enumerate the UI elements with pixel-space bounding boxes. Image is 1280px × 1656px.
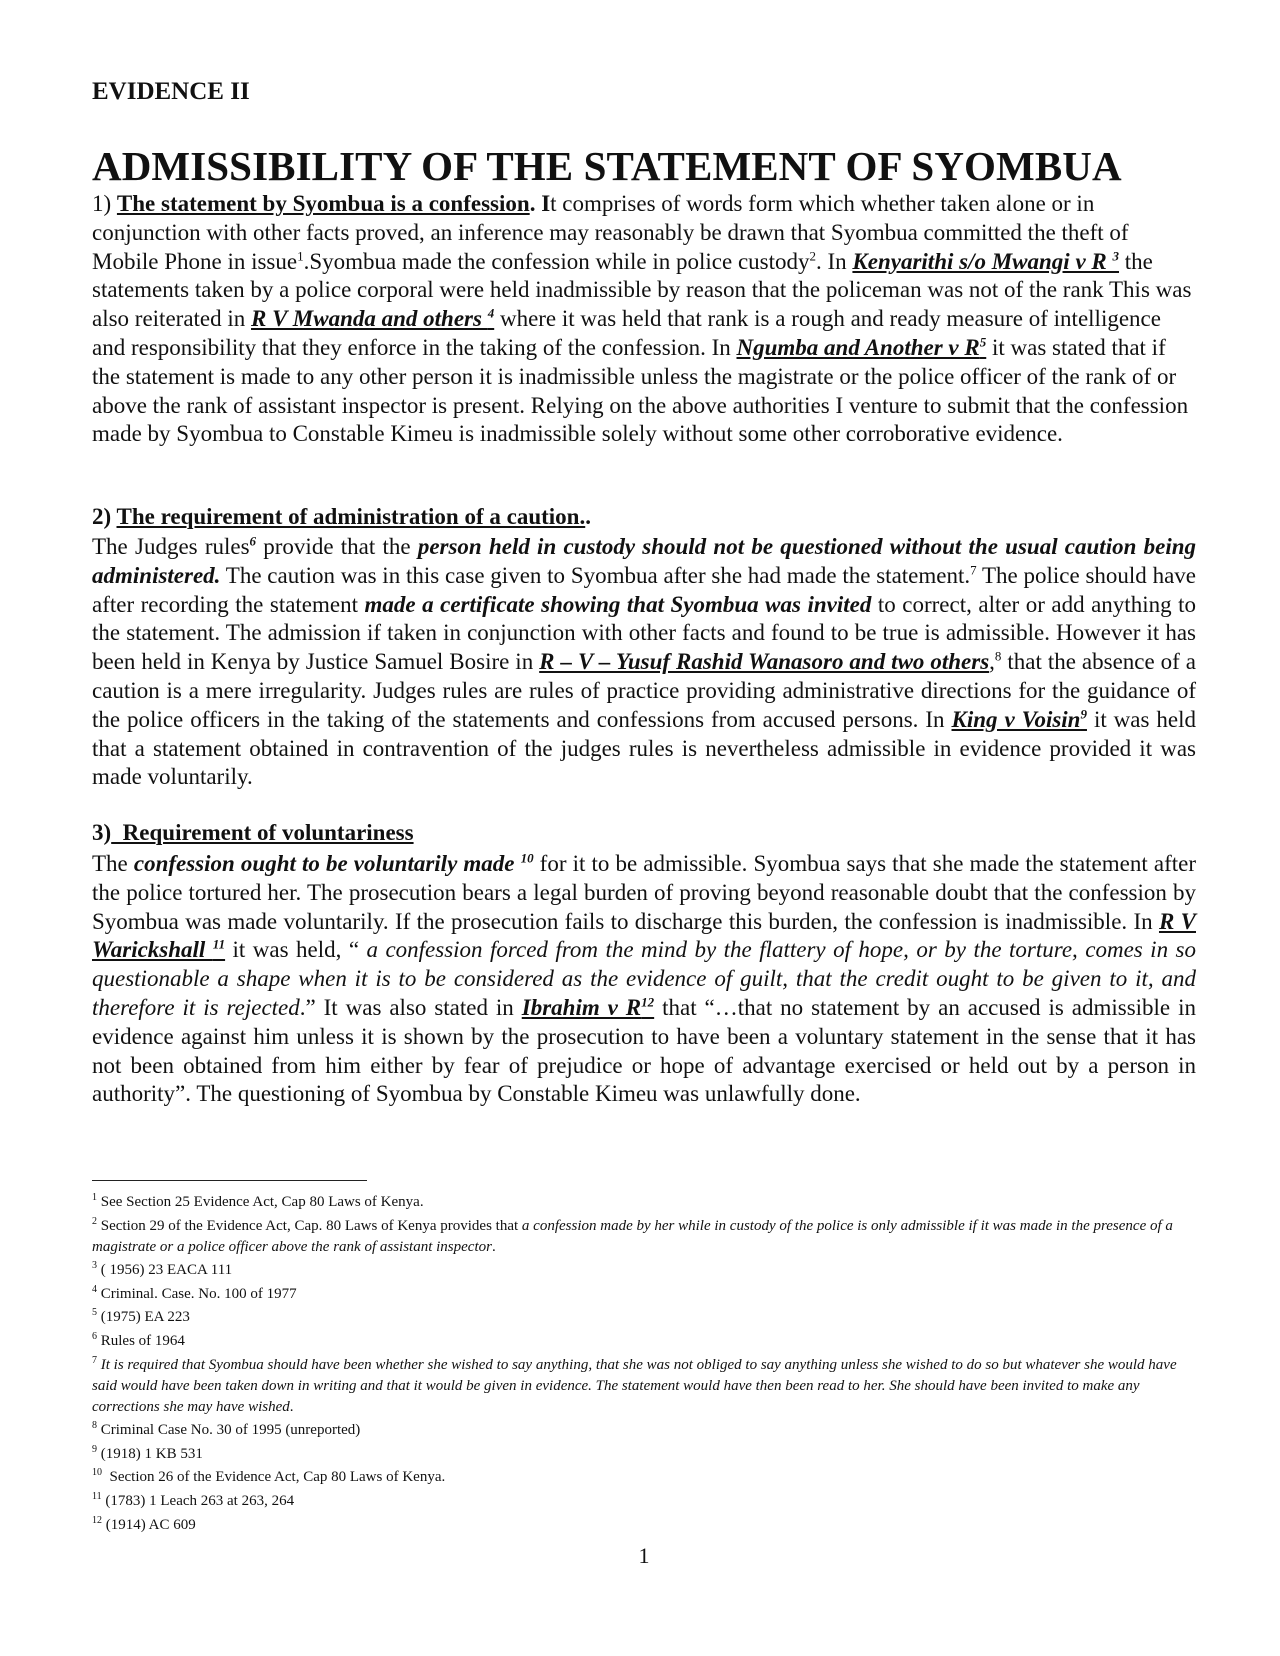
footnote-6 bbox=[92, 1331, 1196, 1352]
footnote-number: 7 bbox=[92, 1354, 97, 1366]
footnote-text: Rules of 1964 bbox=[97, 1332, 185, 1349]
case-name: Ngumba and Another v R bbox=[736, 334, 980, 360]
text-run: t comprises of words form which whether taken alone or in conjunction with other facts proved, an inference may reasonably be drawn that Syombua committed the theft of Mobile Phone in issue bbox=[92, 191, 1129, 274]
text-run: for it to be admissible. Syombua says that she made the statement after the police tortured her. The prosecution bears a legal burden of proving beyond reasonable doubt that the confession by Syombua was made voluntarily. If the prosecution fails to discharge this burden, the confession is inadmissible. In bbox=[92, 851, 1196, 934]
footnote-ref[interactable]: 11 bbox=[212, 936, 226, 952]
case-name: R V Warickshall bbox=[92, 908, 1196, 963]
footnote-number: 9 bbox=[92, 1443, 97, 1455]
text-run: The caution was in this case given to Syombua after she had made the statement. bbox=[220, 562, 971, 588]
footnote-separator bbox=[92, 1180, 367, 1181]
footnote-ref[interactable]: 8 bbox=[994, 648, 1002, 664]
case-name: Kenyarithi s/o Mwangi v R bbox=[852, 248, 1113, 274]
section-2-paragraph bbox=[92, 533, 1196, 792]
case-citation bbox=[251, 306, 494, 331]
footnote-number: 12 bbox=[92, 1514, 102, 1526]
footnote-2 bbox=[92, 1216, 1196, 1258]
footnote-text: . bbox=[491, 1238, 496, 1255]
footnote-text: Criminal. Case. No. 100 of 1977 bbox=[97, 1285, 297, 1302]
footnote-emphasis: a confession made by her while in custody of the police is only admissible if it was made in the presence of a magistrate or a police officer above the rank of assistant inspector bbox=[92, 1217, 1173, 1255]
text-run: that the absence of a caution is a mere irregularity. Judges rules are rules of practice providing administrative directions for the guidance of the police officers in the taking of the statements and confessions from accused persons. In bbox=[92, 649, 1196, 732]
footnote-5 bbox=[92, 1307, 1196, 1328]
case-citation bbox=[852, 249, 1119, 274]
emphasis: made a certificate showing that Syombua was invited bbox=[364, 591, 872, 617]
case-name: Ibrahim v R bbox=[521, 994, 642, 1020]
footnote-number: 8 bbox=[92, 1420, 97, 1432]
text-run: .” It was also stated in bbox=[299, 994, 522, 1020]
case-name: King v Voisin bbox=[951, 706, 1081, 732]
text-run: The bbox=[92, 851, 134, 876]
case-citation: R – V – Yusuf Rashid Wanasoro and two others bbox=[539, 649, 990, 675]
section-1-paragraph bbox=[92, 190, 1196, 449]
footnote-text: (1975) EA 223 bbox=[97, 1309, 190, 1326]
case-name: R V Mwanda and others bbox=[251, 306, 488, 332]
footnote-ref[interactable]: 5 bbox=[979, 334, 987, 350]
footnote-8 bbox=[92, 1420, 1196, 1441]
footnote-text: ( 1956) 23 EACA 111 bbox=[97, 1262, 233, 1279]
section-2-number: 2) bbox=[92, 504, 117, 529]
case-citation bbox=[522, 995, 654, 1020]
footnote-text: Section 26 of the Evidence Act, Cap 80 Laws of Kenya. bbox=[102, 1469, 446, 1486]
footnote-text: (1914) AC 609 bbox=[102, 1516, 196, 1533]
footnote-ref[interactable]: 3 bbox=[1112, 247, 1119, 263]
page-number: 1 bbox=[638, 1543, 650, 1568]
text-run: to correct, alter or add anything to the statement. The admission if taken in conjunction with other facts and found to be true is admissible. However it has been held in Kenya by Justice Samuel Bosire in bbox=[92, 591, 1196, 675]
footnote-1 bbox=[92, 1192, 1196, 1213]
footnote-10 bbox=[92, 1467, 1196, 1488]
footnote-3 bbox=[92, 1260, 1196, 1281]
text-run: .Syombua made the confession while in police custody bbox=[303, 248, 810, 274]
text-run: the statements taken by a police corporal were held inadmissible by reason that the policeman was not of the rank This was also reiterated in bbox=[92, 248, 1192, 332]
footnote-ref[interactable]: 12 bbox=[641, 994, 655, 1010]
text-run: The police should have after recording the statement bbox=[92, 562, 1196, 617]
footnote-text: (1918) 1 KB 531 bbox=[97, 1445, 203, 1462]
footnote-ref[interactable]: 2 bbox=[809, 247, 816, 263]
section-2-heading-line bbox=[92, 504, 591, 530]
footnote-9 bbox=[92, 1444, 1196, 1465]
course-title: EVIDENCE II bbox=[92, 78, 250, 105]
footnote-ref[interactable]: 1 bbox=[297, 247, 304, 263]
footnote-number: 3 bbox=[92, 1260, 97, 1272]
section-3-heading-line bbox=[92, 820, 414, 846]
footnote-ref[interactable]: 10 bbox=[520, 850, 534, 866]
section-1-number: 1) bbox=[92, 191, 117, 216]
footnote-number: 5 bbox=[92, 1307, 97, 1319]
section-1-heading: The statement by Syombua is a confession bbox=[116, 191, 530, 216]
footnote-number: 1 bbox=[92, 1192, 97, 1203]
footnote-number: 10 bbox=[92, 1467, 102, 1479]
footnote-number: 4 bbox=[92, 1283, 97, 1295]
footnote-ref[interactable]: 9 bbox=[1080, 706, 1087, 722]
section-3-paragraph bbox=[92, 850, 1196, 1109]
footnote-ref[interactable]: 4 bbox=[487, 305, 495, 321]
text-run: that “…that no statement by an accused is admissible in evidence against him unless it is shown by the prosecution to have been a voluntary statement in the sense that it has not been obtained from him either by fear of prejudice or hope of advantage exercised or held out by a person in authority”. The questioning of Syombua by Constable Kimeu was unlawfully done. bbox=[92, 994, 1196, 1107]
footnote-text: Section 29 of the Evidence Act, Cap. 80 Laws of Kenya provides that bbox=[97, 1217, 522, 1234]
footnote-12 bbox=[92, 1515, 1196, 1536]
text-run: it was stated that if the statement is made to any other person it is inadmissible unless the magistrate or the police officer of the rank of or above the rank of assistant inspector is present. Relying on the above authorities I venture to submit that the confession made by Syombua to Constable Kimeu is inadmissible solely without some other corroborative evidence. bbox=[92, 334, 1189, 447]
footnote-number: 6 bbox=[92, 1330, 97, 1342]
section-3-number: 3) bbox=[92, 820, 112, 845]
footnote-7 bbox=[92, 1355, 1196, 1418]
text-run: , bbox=[989, 649, 995, 675]
footnote-number: 11 bbox=[92, 1490, 102, 1502]
footnote-11 bbox=[92, 1491, 1196, 1512]
footnote-text: See Section 25 Evidence Act, Cap 80 Laws of Kenya. bbox=[97, 1194, 424, 1210]
text-run: The Judges rules bbox=[92, 534, 250, 559]
document-heading: ADMISSIBILITY OF THE STATEMENT OF SYOMBUA bbox=[92, 143, 1122, 189]
emphasis: confession ought to be voluntarily made bbox=[133, 851, 521, 876]
footnote-ref[interactable]: 6 bbox=[249, 533, 257, 549]
text-run: it was held, “ bbox=[225, 937, 367, 963]
text-run: provide that the bbox=[256, 534, 418, 559]
case-citation bbox=[952, 707, 1087, 732]
footnotes bbox=[92, 1192, 1196, 1538]
footnote-4 bbox=[92, 1284, 1196, 1305]
text-run: where it was held that rank is a rough and ready measure of intelligence and responsibility that they enforce in the taking of the confession. In bbox=[92, 306, 1161, 360]
section-2-heading: The requirement of administration of a caution. bbox=[116, 504, 586, 529]
section-2-heading-tail: . bbox=[585, 504, 591, 529]
section-1-lead: . I bbox=[529, 191, 551, 216]
text-run: it was held that a statement obtained in contravention of the judges rules is nevertheless admissible in evidence provided it was made voluntarily. bbox=[92, 706, 1197, 790]
footnote-number: 2 bbox=[92, 1215, 97, 1227]
footnote-ref[interactable]: 7 bbox=[970, 562, 977, 578]
case-citation bbox=[736, 335, 986, 360]
emphasis: person held in custody should not be questioned without the usual caution being administered. bbox=[92, 534, 1197, 588]
text-run: . In bbox=[816, 248, 853, 274]
footnote-text: (1783) 1 Leach 263 at 263, 264 bbox=[101, 1492, 295, 1509]
footnote-text: Criminal Case No. 30 of 1995 (unreported) bbox=[97, 1422, 361, 1439]
quotation: a confession forced from the mind by the flattery of hope, or by the torture, comes in so questionable a shape when it is to be considered as the evidence of guilt, that the credit ought to be given to it, and therefore it is rejected bbox=[92, 937, 1196, 1020]
footnote-text: . bbox=[289, 1398, 294, 1415]
section-3-heading: Requirement of voluntariness bbox=[111, 820, 414, 845]
footnote-emphasis: It is required that Syombua should have been whether she wished to say anything, that she was not obliged to say anything unless she wished to do so but whatever she would have said would have been taken down in writing and that it would be given in evidence. The statement would have then been read to her. She should have been invited to make any corrections she may have wished bbox=[92, 1356, 1177, 1415]
